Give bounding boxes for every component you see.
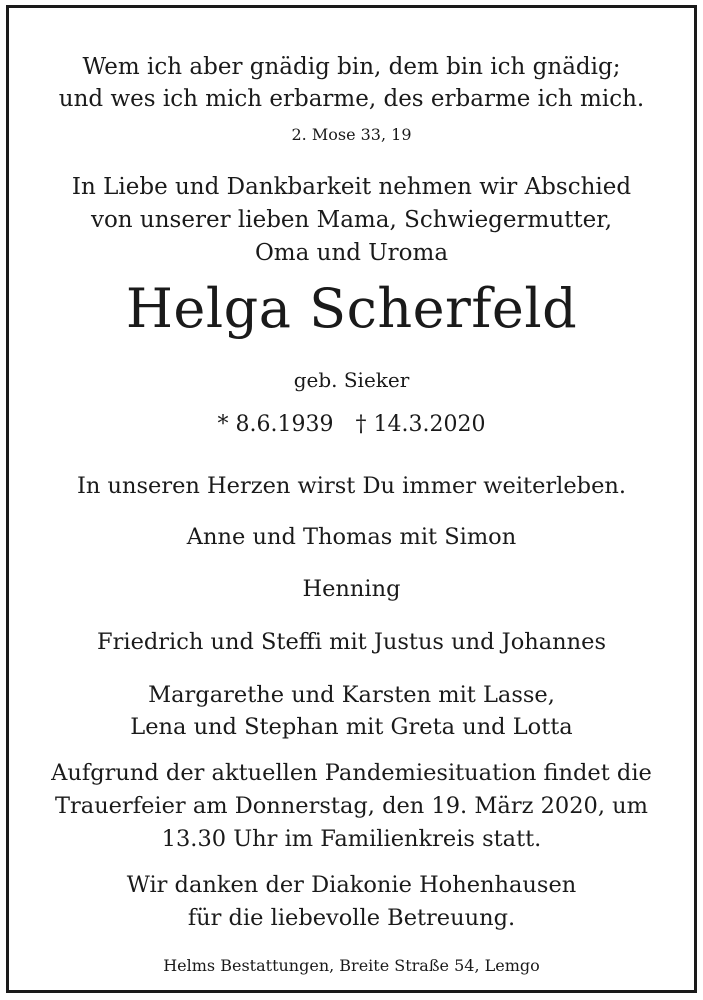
family-line-2: Henning — [302, 576, 401, 602]
quote-reference: 2. Mose 33, 19 — [291, 125, 412, 144]
quote-line-2: und wes ich mich erbarme, des erbarme ich mich. — [58, 86, 645, 112]
quote-line-1: Wem ich aber gnädig bin, dem bin ich gnädig; — [82, 54, 621, 80]
life-dates — [9, 414, 694, 436]
service-line-3: 13.30 Uhr im Familienkreis statt. — [161, 826, 542, 852]
funeral-home-footer: Helms Bestattungen, Breite Straße 54, Lemgo — [163, 956, 540, 975]
intro-line-3: Oma und Uroma — [254, 240, 449, 266]
family-line-3: Friedrich und Steffi mit Justus und Johannes — [97, 629, 606, 655]
intro-line-2: von unserer lieben Mama, Schwiegermutter, — [90, 207, 613, 233]
motto: In unseren Herzen wirst Du immer weiterleben. — [76, 473, 627, 499]
family-line-4: Margarethe und Karsten mit Lasse, — [148, 682, 555, 708]
death-date: † 14.3.2020 — [355, 412, 486, 437]
thanks-line-2: für die liebevolle Betreuung. — [187, 905, 516, 931]
thanks-line-1: Wir danken der Diakonie Hohenhausen — [126, 872, 577, 898]
deceased-name: Helga Scherfeld — [125, 277, 578, 340]
family-line-5: Lena und Stephan mit Greta und Lotta — [130, 714, 573, 740]
birth-date: * 8.6.1939 — [217, 412, 334, 437]
service-line-1: Aufgrund der aktuellen Pandemiesituation findet die — [51, 760, 652, 786]
intro-line-1: In Liebe und Dankbarkeit nehmen wir Abschied — [71, 174, 632, 200]
service-line-2: Trauerfeier am Donnerstag, den 19. März 2020, um — [55, 793, 648, 819]
birth-name: geb. Sieker — [293, 368, 410, 392]
obituary-frame — [6, 5, 697, 993]
family-line-1: Anne und Thomas mit Simon — [186, 524, 517, 550]
